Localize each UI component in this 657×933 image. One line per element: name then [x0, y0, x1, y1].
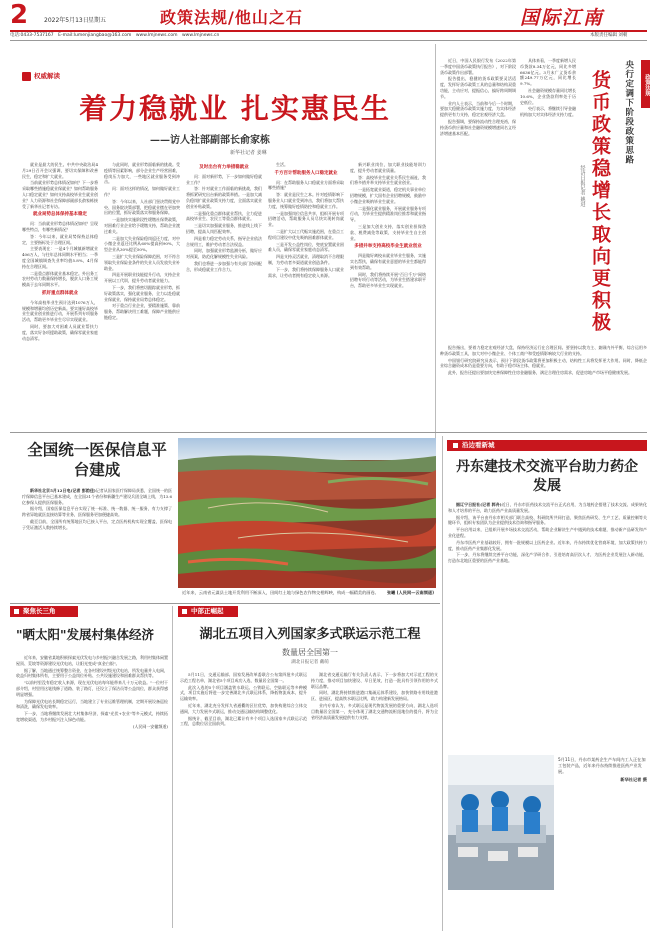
medical-body: 新华社北京5月12日电(记者 彭韵佳)记者从国家医疗保障局获悉，全国统一的医疗保障信息平台已基本建成，在全国31个省份和新疆生产建设兵团全域上线，为13.6亿参保人提供医保服务。 据介绍，国家医保信息平台实现了统一标准、统一数据、统一服务，有力支撑了跨省异地就医直接结算等业务，医保服务更加便捷高效。 截至目前，全国所有统筹地区均已接入平台，定点医药机构实现全覆盖，医保电子凭证激活人数持续增长。 [22, 488, 172, 530]
side-column-label: 政策法规 [644, 74, 650, 96]
photo1-caption-text: 近年来，云南省元谋县土地开发利用不断深入，田间红土地与绿色农作物交相辉映，构成一幅精美的画卷。 [182, 590, 379, 595]
hubei-byline: 湖北日报记者 戴萌 [291, 660, 329, 665]
main-byline: 新华社记者 姜琳 [230, 150, 267, 156]
factory-photo [448, 755, 554, 890]
subhead: 抓好重点群体就业 [42, 290, 78, 296]
sunshine-headline: "晒太阳"发展村集体经济 [16, 627, 155, 642]
main-body-col-2: 与此同时，就业形势面临新的挑战。受疫情等因素影响，部分企业生产经营困难，稳岗压力加大，一些地区就业服务受到冲击。 问：面对这样的情况，如何做好就业工作？ 答：今年以来，人社部门坚决贯彻党中央、国务院决策部署，把稳就业摆在更加突出的位置，抓好政策落实和服务保障。 一是加快实施阶段性缓缴社保费政策，对困难行业企业给予缓缴支持，帮助企业渡过难关。 二是加大失业保险稳岗返还力度，对中小微企业返还比例从60%提高到90%，大型企业从30%提至50%。 三是扩大失业保险保障范围，对不符合领取失业保险金条件的失业人员发放失业补助金。 四是开展职业技能提升行动，支持企业开展以工代训，提升劳动者就业能力。 下一步，我们将密切跟踪就业形势，抓好政策落实，强化就业服务，全力以赴稳就业保就业，保持就业局势总体稳定。 对于重点行业企业，要精准施策、靠前服务，帮助解决用工难题，保障产业链供应链稳定。 [104, 162, 180, 320]
coastal-column-label: 沿边看新城 [462, 440, 495, 449]
section-title: 政策法规/他山之石 [160, 8, 303, 27]
side-column-tag [641, 60, 650, 108]
main-body-col-1: 就业是最大的民生。中共中央政治局4月29日召开会议强调，要切实保障和改善民生，稳定和扩大就业。 当前就业形势总体情况如何？下一步将采取哪些措施稳就业保就业？如何帮助服务人口稳定就业？如何支持高校毕业生就业创业？人力资源和社会保障部副部长俞家栋接受了新华社记者专访。 就业局势总体保持基本稳定 问：当前就业形势总体情况如何？呈现哪些特点，有哪些新情况？ 答：今年以来，就业局势保持总体稳定，主要指标处于合理区间。 主要表现在：一是4个月城镇新增就业406万人，与往年总体同期水平相当；一季度全国城镇调查失业率均值5.8%，4月保持在合理区间。 二是重点群体就业基本稳定。外出务工农村劳动力数量保持增长，脱贫人口务工规模高于去年同期水平。 抓好重点群体就业 今年高校毕业生预计达到1076万人，规模和增量均创历史新高。要实施好高校毕业生就业创业推进行动，开展系列专项服务活动，帮助更多毕业生尽早实现就业。 同时，要加大对困难人员就业帮扶力度，落实好各项援助政策，确保零就业家庭动态清零。 [22, 162, 98, 341]
side-body-bottom: 报告指出，要着力稳定宏观经济大盘，保持经济运行在合理区间。要坚持以我为主、兼顾内外平衡，综合运用多种货币政策工具，加大对中小微企业、个体工商户和受疫情影响较大行业的支持。 中国银行研究院研究员表示，预计下阶段货币政策将更加积极主动，结构性工具将发挥更大作用。同时，降低企业综合融资成本仍是重要方向，有助于稳市场主体、稳就业。 此外，报告还提出要加快完善保障性住房金融服务，满足合理住房需求，促进房地产市场平稳健康发展。 [440, 345, 647, 376]
photo1-credit: 张曦 (人民网—云南频道) [386, 590, 434, 595]
masthead-logo: 国际江南 [520, 7, 605, 29]
photo1-caption [182, 590, 434, 596]
coastal-dateline: 据辽宁日报社(记者 郭舟) [456, 502, 502, 507]
hubei-marker-icon [182, 609, 187, 614]
main-body-col-3: 及时出台有力举措稳就业 问：面对新形势，下一步如何做好稳就业工作？ 答：针对就业工作面临的新挑战，我们将抓紧研究出台新的政策举措。一是加大减负稳岗扩就业政策支持力度，全面落实就业创业补贴政策。 二是强化重点群体就业帮扶，全力促进高校毕业生、农民工等重点群体就业。 三是切实加强就业服务，推进线上线下招聘，提高人岗匹配效率。 四是着力稳定劳动关系，指导企业依法合规用工，维护劳动者合法权益。 同时，加强就业形势监测分析，做好应对预案，防范化解规模性失业风险。 我们也将进一步加强与有关部门协同配合，形成稳就业工作合力。 [186, 165, 262, 272]
subhead: 及时出台有力举措稳就业 [199, 165, 249, 170]
sunshine-byline: (人民网一安徽频道) [132, 723, 168, 729]
issue-weekday: 星期五 [88, 17, 107, 24]
coastal-column-bar [447, 440, 647, 451]
sunshine-marker-icon [14, 609, 19, 614]
coastal-headline: 丹东建技术交流平台助力药企发展 [456, 459, 638, 494]
hubei-body-col-1: 5月11日，交通运输部、国家发展改革委联合公布第四批多式联运示范工程名单，湖北省5个项目成功入选，数量居全国第一。 此次入选的5个项目涵盖铁水联运、公铁联运、空陆联运等多种模式，项目实施后将进一步完善湖北多式联运体系，降低物流成本，提升运输效率。 近年来，湖北充分发挥九省通衢的区位优势，加快构建综合立体交通网，大力发展多式联运，推动交通运输结构调整优化。 据统计，截至目前，湖北已累计有多个项目入选国家多式联运示范工程，总数位居全国前列。 [180, 672, 307, 727]
medical-dateline: 新华社北京5月12日电(记者 彭韵佳) [30, 488, 96, 493]
coastal-marker-icon [453, 443, 458, 448]
column-label: 权威解读 [34, 72, 60, 80]
hubei-subtitle: 数量居全国第一 [282, 648, 338, 657]
hubei-headline: 湖北五项目入列国家多式联运示范工程 [199, 627, 421, 642]
column-marker-icon [22, 72, 31, 81]
hubei-column-label: 中部正崛起 [191, 606, 224, 615]
hubei-body-col-2: 湖北省交通运输厅有关负责人表示，下一步将加大对示范工程的支持力度，推动项目加快建设、早日见效，打造一批具有引领作用的多式联运品牌。 同时，湖北将持续推进港口集疏运体系建设，加快铁路专用线进港区、进园区，提高铁水联运比例，助力构建新发展格局。 业内专家认为，多式联运是现代物流发展的重要方向，湖北入选项目数量居全国第一，充分体现了湖北交通物流枢纽地位的提升，将为全省经济高质量发展提供有力支撑。 [311, 672, 438, 720]
coastal-body: 据辽宁日报社(记者 郭舟)近日，丹东市医药技术交流平台正式启用，为当地药企搭建了技术交流、成果转化和人才培养的平台，助力医药产业高质量发展。 据介绍，该平台由丹东市相关部门联合高校、科研院所共同打造，聚焦医药研发、生产工艺、质量控制等关键环节，组织专家团队为企业提供技术咨询和指导服务。 平台启用以来，已组织开展多场技术交流活动，帮助企业解决生产中遇到的技术难题，推动新产品研发和产业化进程。 丹东市医药产业基础较好，拥有一批规模以上医药企业。近年来，丹东持续优化营商环境，加大政策扶持力度，推动医药产业集群化发展。 下一步，丹东将继续完善平台功能，深化产学研合作，引进培育高层次人才，为医药企业发展注入新动能，打造东北地区重要的医药产业基地。 [448, 502, 647, 564]
sunshine-column-bar [10, 606, 78, 617]
hubei-column-bar [178, 606, 238, 617]
sunshine-body: 近年来，安徽省某地积极探索光伏发电与乡村振兴融合发展之路，利用村集体闲置屋顶、荒坡等资源建设光伏电站，让阳光变成"真金白银"。 据了解，当地通过统筹整合资金，在各村建设村级光伏电站，所发电量并入电网，收益归村集体所有，主要用于公益岗位补贴、公共设施建设和困难群众帮扶等。 "以前村里没有稳定收入来源，现在光伏电站每年能带来几十万元收益。"一位村干部介绍，村里用这笔钱修了道路、装了路灯，还设立了保洁员等公益岗位，群众获得感明显增强。 为保障光伏电站长期稳定运行，当地建立了专业运维管理机制，定期开展设备巡检和清洗，确保发电效率。 下一步，当地将继续发展壮大村集体经济，探索"光伏+农业"等多元模式，持续拓宽增收渠道，为乡村振兴注入绿色动能。 (人民网一安徽频道) [16, 655, 168, 729]
photo2-caption-text: 5月11日，丹东市某药企生产车间内工人正在加工包装产品，近年来丹东持续推进医药产业发展。 [558, 757, 646, 774]
page-number: 2 [10, 0, 29, 30]
subhead: 就业局势总体保持基本稳定 [33, 212, 87, 218]
responsible-editor: 本版责任编辑 刘朝 [590, 33, 628, 38]
photo2-caption [558, 757, 647, 917]
column-tag-authoritative [22, 72, 60, 82]
sunshine-column-label: 聚焦长三角 [23, 606, 56, 615]
landscape-photo [178, 438, 436, 588]
subhead: 千方百计帮助服务人口稳定就业 [274, 170, 338, 176]
side-body-top-a: 近日，中国人民银行发布《2022年第一季度中国货币政策执行报告》，对下阶段货币政策作出部署。 报告提出，稳健的货币政策要灵活适度，发挥好货币政策工具的总量和结构双重功能，主动应对，提振信心，搞好跨周期调节。 业内人士表示，当前和今后一个时期，要加大稳健货币政策实施力度，为实体经济提供更有力支持，稳定宏观经济大盘。 报告强调，要保持流动性合理充裕，保持货币供应量和社会融资规模增速同名义经济增速基本匹配。 [440, 58, 516, 136]
side-kicker: 央行定调下阶段政策思路 [623, 60, 634, 165]
main-body-col-5: 新兴职业岗位，加大职业技能培训力度，提升劳动者就业质量。 答：高校毕业生就业关系民生福祉，我们将多措并举支持毕业生就业创业。 一是拓宽就业渠道，稳定机关事业单位招聘规模，扩大国有企业招聘规模，鼓励中小微企业吸纳毕业生就业。 二是强化就业服务，开展就业服务专项行动，为毕业生提供精准岗位推荐和就业指导。 三是加大创业支持，落实创业担保贷款、税费减免等政策，支持毕业生自主创业。 多措并举支持高校毕业生就业创业 四是做好离校未就业毕业生服务，实施实名帮扶，确保有就业意愿的毕业生都能得到有效帮助。 同时，我们将持续开展"百日千万"网络招聘专项行动等活动，为毕业生搭建求职平台，帮助更多毕业生实现就业。 [350, 162, 426, 289]
side-source: 经济日报记者 姚进 [579, 165, 586, 207]
photo2-credit: 新华社记者 摄 [620, 777, 647, 782]
subhead: 多措并举支持高校毕业生就业创业 [354, 244, 422, 250]
medical-headline: 全国统一医保信息平台建成 [27, 441, 167, 479]
main-headline: 着力稳就业 扎实惠民生 [79, 92, 391, 125]
side-body-top-b: 具体来看，一季度新增人民币贷款8.34万亿元，同比多增6636亿元。3月末广义货币余额249.77万亿元，同比增长9.7%。 社会融资规模存量同比增长10.6%，企业贷款利率处于历史低位。 央行表示，将继续引导金融机构加大对实体经济支持力度。 [520, 58, 576, 118]
pharma-workshop-image [448, 755, 554, 890]
issue-date: 2022年5月13日 [44, 17, 89, 24]
main-body-col-4: 生活。 千方百计帮助服务人口稳定就业 问：在帮助服务人口稳就业方面将采取哪些措施？ 答：就业是民生之本。针对疫情影响下服务业人口就业受到冲击，我们将加大帮扶力度，统筹做好疫情防控和稳就业工作。 一是加强岗位信息共享，组织开展专项招聘活动，帮助服务人员尽快实现转岗就业。 二是扩大以工代赈实施范围，在重点工程项目建设中优先吸纳困难群体就业。 三是开发公益性岗位，兜底安置就业困难人员，确保零就业家庭动态清零。 四是支持灵活就业，清理取消不合理限制，为劳动者多渠道就业创造条件。 下一步，我们将持续保障服务人口就业需求，让劳动者拥有稳定收入来源。 [268, 162, 344, 278]
main-subtitle: ——访人社部副部长俞家栋 [150, 135, 270, 146]
red-earth-fields-image [178, 438, 436, 588]
contact-line: 电话:0433-7537167 E-mail:lumenjiangbao@163.com www.lmjnews.com www.lmjnews.cn [10, 33, 220, 38]
side-headline: 货币政策稳增长取向更积极 [589, 70, 611, 334]
